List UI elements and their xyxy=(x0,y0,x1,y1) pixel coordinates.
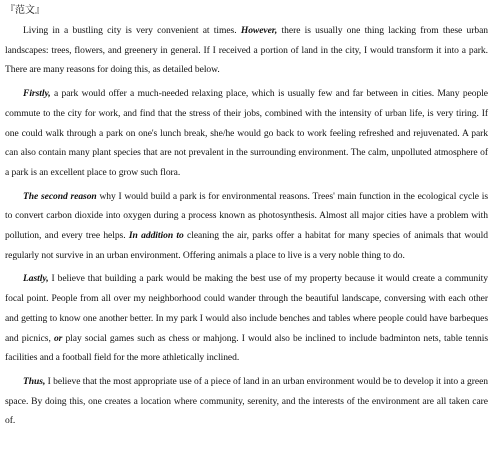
essay-paragraph-conclusion xyxy=(5,372,488,431)
transition-word: However, xyxy=(240,25,278,36)
paragraph-text: I believe that building a park would be making the best use of my property because it would create a community focal point. People from all over my neighborhood could wander through the beautiful landscape, conversing with each other and getting to know one another better. In my park I would also include benches and tables where people could have barbeques and picnics, xyxy=(5,273,488,344)
paragraph-text: why I would build a park is for environmental reasons. Trees' main function in the ecological cycle is to convert carbon dioxide into oxygen during a process known as photosynthesis. Almost all major cities have a problem with pollution, and every tree helps. xyxy=(5,190,488,242)
transition-word: In addition to xyxy=(128,230,184,242)
essay-paragraph-first-reason xyxy=(5,84,488,183)
paragraph-text: play social games such as chess or mahjong. I would also be inclined to include badminton nets, table tennis facilities and a football field for the more athletically inclined. xyxy=(5,332,488,364)
paragraph-text: a park would offer a much-needed relaxing place, which is usually few and far between in cities. Many people commute to the city for work, and find that the stress of their jobs, combined with the intensity of urban life, is very tiring. If one could walk through a park on one's lunch break, she/he would go back to work feeling refreshed and rejuvenated. A park can also contain many plant species that are not prevalent in the surrounding environment. The calm, unpolluted atmosphere of a park is an excellent place to grow such flora. xyxy=(5,88,488,178)
essay-paragraph-intro xyxy=(5,21,488,80)
transition-word: Firstly, xyxy=(23,88,51,100)
transition-word: Thus, xyxy=(23,375,46,387)
transition-word: Lastly, xyxy=(23,273,49,285)
transition-word: The second reason xyxy=(23,190,97,202)
transition-word: or xyxy=(53,332,63,344)
paragraph-text: cleaning the air, parks offer a habitat for many species of animals that would regularly not survive in an urban environment. Offering animals a place to live is a very noble thing to do. xyxy=(5,230,488,261)
essay-paragraph-second-reason xyxy=(5,187,488,266)
essay-heading: 『范文』 xyxy=(5,5,45,16)
paragraph-text: I believe that the most appropriate use of a piece of land in an urban environment would be to develop it into a green space. By doing this, one creates a location where community, serenity, and the interests of the environment are all taken care of. xyxy=(5,375,488,427)
essay-paragraph-third-reason xyxy=(5,269,488,368)
paragraph-text: Living in a bustling city is very convenient at times. xyxy=(23,25,241,36)
paragraph-text: there is usually one thing lacking from these urban landscapes: trees, flowers, and greenery in general. If I received a portion of land in the city, I would transform it into a park. There are many reasons for doing this, as detailed below. xyxy=(5,25,488,76)
